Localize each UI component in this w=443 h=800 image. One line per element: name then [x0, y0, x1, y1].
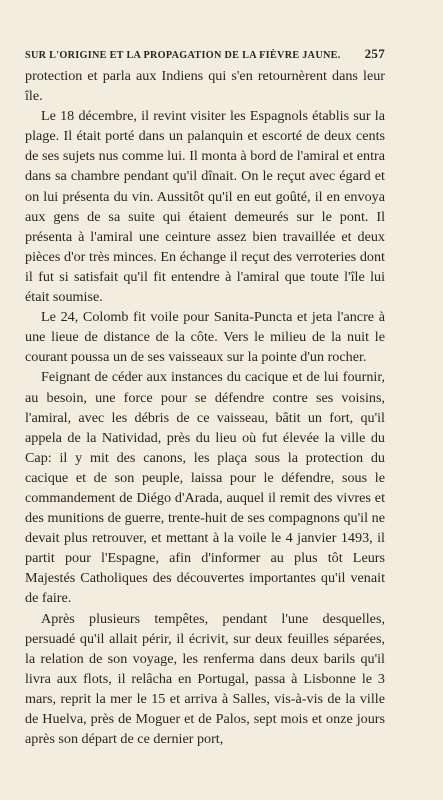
paragraph-2: Le 18 décembre, il revint visiter les Espagnols établis sur la plage. Il était porté dans un palanquin et escorté de deux cents de ses sujets nus comme lui. Il monta à bord de l'amiral et entra dans sa chambre pendant qu'il dînait. On le reçut avec égard et on lui présenta du vin. Aussitôt qu'il en eut goûté, il en envoya aux gens de sa suite qui étaient demeurés sur le pont. Il présenta à l'amiral une ceinture assez bien travaillée et deux pièces d'or très minces. En échange il reçut des verroteries dont il fut si satisfait qu'il fit entendre à l'amiral que toute l'île lui était soumise.	[25, 108, 385, 306]
paragraph-5: Après plusieurs tempêtes, pendant l'une desquelles, persuadé qu'il allait périr, il écrivit, sur deux feuilles séparées, la relation de son voyage, les renferma dans deux barils qu'il livra aux flots, il relâcha en Portugal, passa à Lisbonne le 3 mars, reprit la mer le 15 et arriva à Salles, vis-à-vis de la ville de Huelva, près de Moguer et de Palos, sept mois et onze jours après son départ de ce dernier port,	[25, 610, 385, 748]
paragraph-4: Feignant de céder aux instances du cacique et de lui fournir, au besoin, une force pour se défendre contre ses voisins, l'amiral, avec les débris de ce vaisseau, bâtit un fort, qu'il appela de la Natividad, près du lieu où fut élevée la ville du Cap: il y mit des canons, les plaça sous la protection du cacique et de son peuple, laissa pour le défendre, sous le commandement de Diégo d'Arada, auquel il remit des vivres et des munitions de guerre, trente-huit de ses compagnons qu'il ne devait plus retrouver, et mettant à la voile le 4 janvier 1493, il partit pour l'Espagne, afin d'informer au plus tôt Leurs Majestés Catholiques des découvertes importantes qu'il venait de faire.	[25, 369, 385, 607]
paragraph-3: Le 24, Colomb fit voile pour Sanita-Puncta et jeta l'ancre à une lieue de distance de la côte. Vers le milieu de la nuit le courant poussa un de ses vaisseaux sur la pointe d'un rocher.	[25, 309, 385, 366]
page-number: 257	[364, 46, 385, 61]
running-title: SUR L'ORIGINE ET LA PROPAGATION DE LA FIÈVRE JAUNE.	[25, 50, 341, 61]
running-head	[25, 46, 385, 62]
body-text	[25, 66, 385, 749]
book-page	[25, 46, 385, 749]
paragraph-1: protection et parla aux Indiens qui s'en retournèrent dans leur île.	[25, 68, 385, 105]
